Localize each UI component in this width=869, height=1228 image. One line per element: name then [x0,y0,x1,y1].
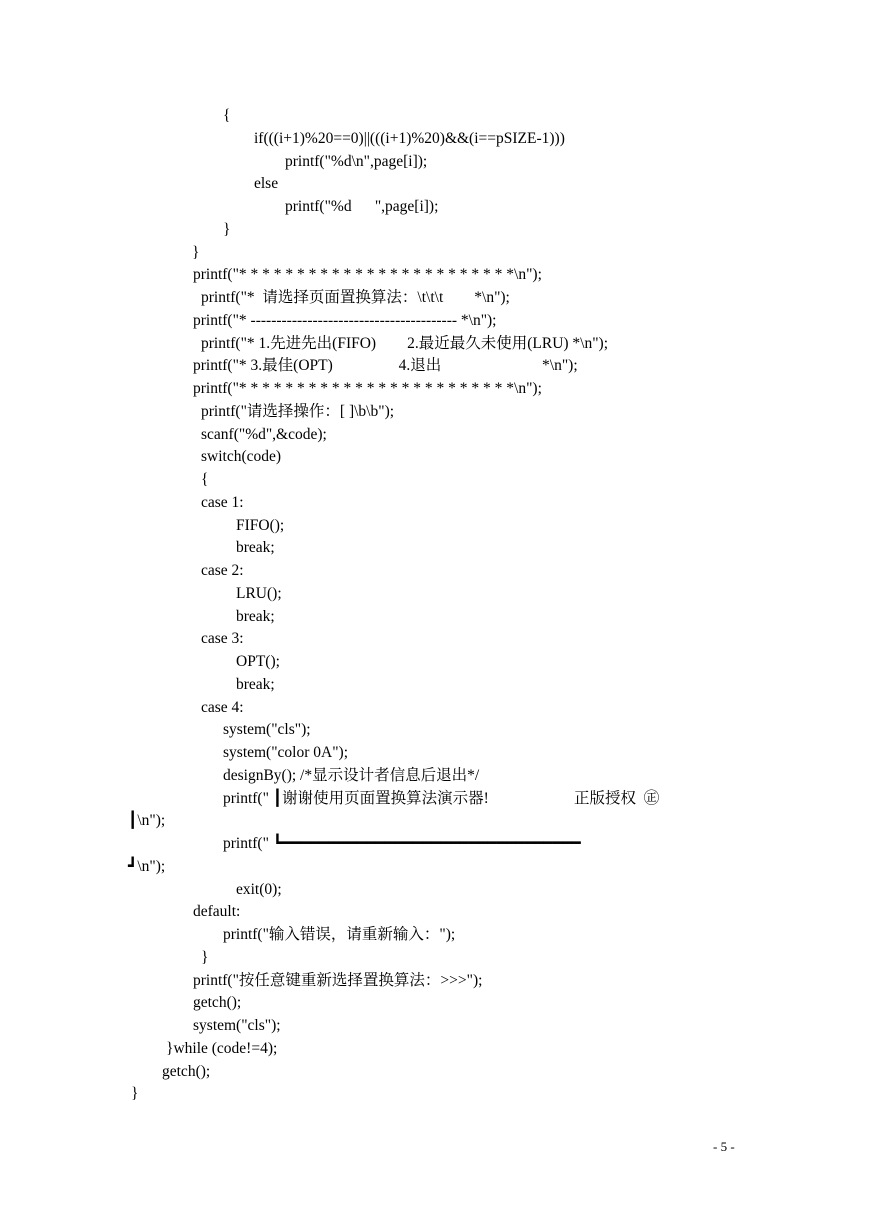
code-line: } [192,244,200,261]
code-line: exit(0); [236,881,282,898]
code-line: } [223,221,231,238]
code-line: printf("%d\n",page[i]); [285,153,428,170]
code-line: getch(); [193,994,242,1011]
code-line: case 1: [201,494,244,511]
code-line: FIFO(); [236,517,285,534]
code-line: designBy(); /*显示设计者信息后退出*/ [223,767,480,784]
code-line: printf(" ┃谢谢使用页面置换算法演示器! 正版授权 ㊣ [223,790,660,807]
page-number: - 5 - [713,1139,735,1154]
code-line: default: [193,903,241,920]
code-line: LRU(); [236,585,282,602]
code-line: break; [236,676,275,693]
code-line: case 2: [201,562,244,579]
code-line: printf("* * * * * * * * * * * * * * * * * * * * * * * *\n"); [193,266,542,283]
code-line: { [201,471,209,488]
code-line: } [201,949,209,966]
code-line: scanf("%d",&code); [201,426,327,443]
code-line: printf("请选择操作：[ ]\b\b"); [201,403,395,420]
code-line: } [131,1085,139,1102]
code-line: printf("%d ",page[i]); [285,198,439,215]
code-line: system("cls"); [223,721,311,738]
code-line: case 4: [201,699,244,716]
code-line: printf("* * * * * * * * * * * * * * * * * * * * * * * *\n"); [193,380,542,397]
code-line: OPT(); [236,653,280,670]
code-line: case 3: [201,630,244,647]
code-line: getch(); [162,1063,211,1080]
code-line: switch(code) [201,448,282,465]
code-line: printf("* 请选择页面置换算法：\t\t\t *\n"); [201,289,510,306]
code-line: system("color 0A"); [223,744,349,761]
code-line: printf("* ---------------------------------------- *\n"); [193,312,497,329]
code-line: }while (code!=4); [166,1040,278,1057]
code-line: break; [236,608,275,625]
code-line: printf("* 1.先进先出(FIFO) 2.最近最久未使用(LRU) *\n"); [201,335,609,352]
code-line: printf("* 3.最佳(OPT) 4.退出 *\n"); [193,357,578,374]
code-line: else [254,175,279,192]
code-line: { [223,107,231,124]
code-line: break; [236,539,275,556]
code-line: system("cls"); [193,1017,281,1034]
code-line: printf(" ┗━━━━━━━━━━━━━━━━━━━━━━━━━━━━━━━━ [223,835,581,852]
code-line: ┃\n"); [128,812,166,829]
code-line: printf("按任意键重新选择置换算法：>>>"); [193,972,483,989]
code-line: ┛\n"); [128,858,166,875]
code-line: printf("输入错误，请重新输入："); [223,926,456,943]
code-line: if(((i+1)%20==0)||(((i+1)%20)&&(i==pSIZE-1))) [254,130,565,147]
